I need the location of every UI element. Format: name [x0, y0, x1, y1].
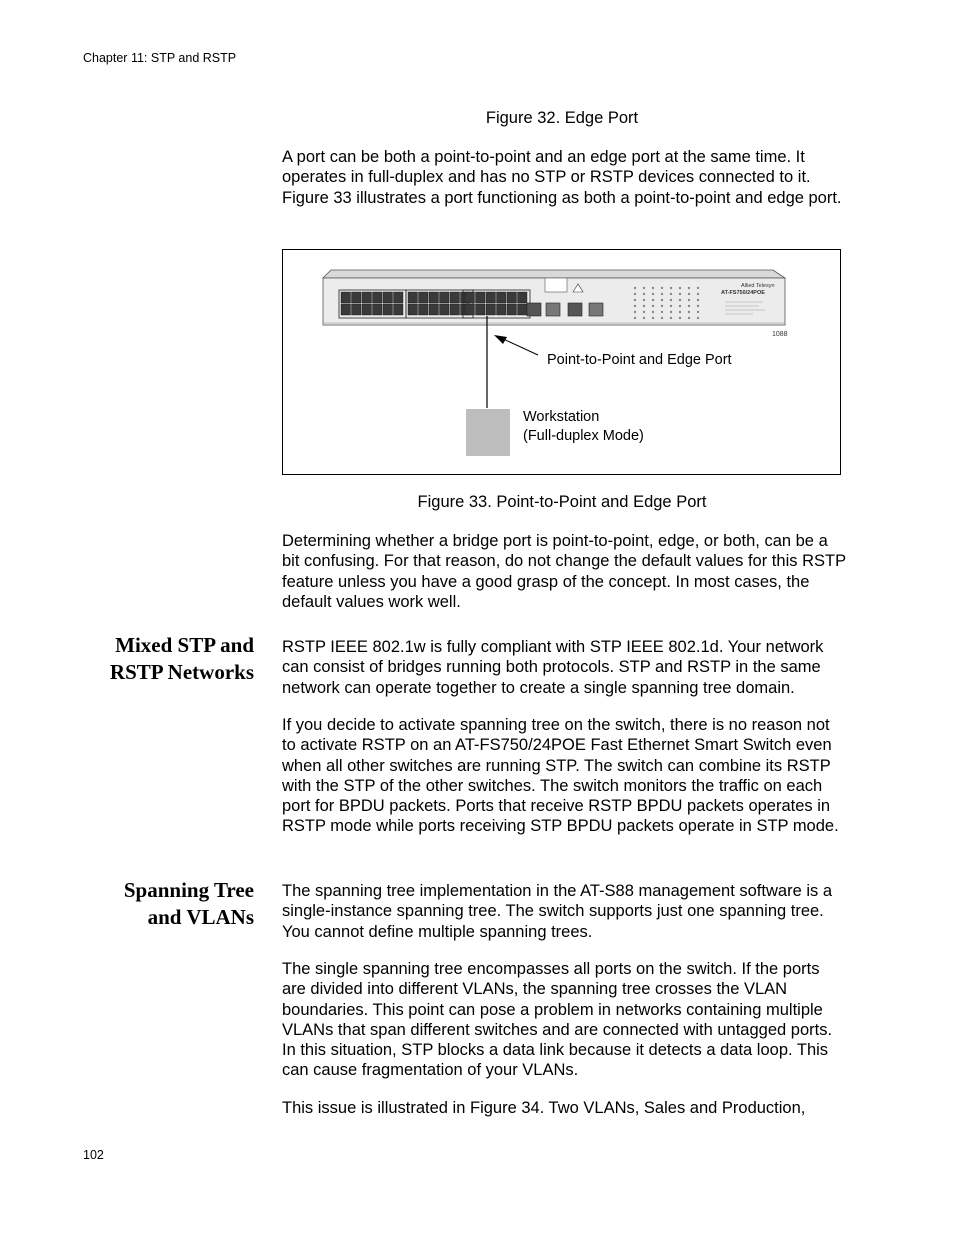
status-led-icon — [670, 287, 672, 289]
heading-line: Spanning Tree — [123, 878, 254, 902]
workstation-label: Workstation — [523, 409, 600, 425]
status-led-icon — [634, 299, 636, 301]
determining-paragraph: Determining whether a bridge port is point-to-point, edge, or both, can be a bit confusing. For that reason, do not change the default values for this RSTP feature unless you have a good grasp of the concept. In most cases, the default values work well. — [282, 532, 846, 611]
status-led-icon — [652, 317, 654, 319]
status-led-icon — [670, 293, 672, 295]
status-led-icon — [679, 305, 681, 307]
status-led-icon — [679, 311, 681, 313]
intro-paragraph: A port can be both a point-to-point and an edge port at the same time. It operates in full-duplex and has no STP or RSTP devices connected to it. Figure 33 illustrates a port functioning as both a point-to-point and edge port. — [282, 148, 842, 207]
status-led-icon — [670, 305, 672, 307]
ethernet-port-icon — [408, 292, 418, 303]
ethernet-port-icon — [419, 292, 429, 303]
status-led-icon — [679, 317, 681, 319]
ethernet-port-icon — [352, 304, 362, 315]
ethernet-port-icon — [429, 304, 439, 315]
ethernet-port-icon — [352, 292, 362, 303]
status-led-icon — [670, 299, 672, 301]
ethernet-port-icon — [419, 304, 429, 315]
status-led-icon — [634, 305, 636, 307]
status-led-icon — [688, 299, 690, 301]
status-led-icon — [679, 299, 681, 301]
figure-33 — [282, 249, 841, 475]
status-led-icon — [679, 293, 681, 295]
ethernet-port-icon — [476, 292, 486, 303]
status-led-icon — [688, 305, 690, 307]
status-led-icon — [661, 305, 663, 307]
ethernet-port-icon — [394, 304, 404, 315]
status-led-icon — [670, 317, 672, 319]
status-led-icon — [661, 317, 663, 319]
ethernet-port-icon — [497, 304, 507, 315]
ethernet-port-icon — [450, 292, 460, 303]
status-led-icon — [697, 293, 699, 295]
ethernet-port-icon — [383, 304, 393, 315]
vlans-paragraph-1: The spanning tree implementation in the AT-S88 management software is a single-instance spanning tree. The switch supports just one spanning tree. You cannot define multiple spanning trees. — [282, 882, 833, 941]
status-led-icon — [697, 311, 699, 313]
status-led-icon — [661, 287, 663, 289]
status-led-icon — [643, 299, 645, 301]
status-led-icon — [634, 293, 636, 295]
status-led-icon — [652, 293, 654, 295]
mixed-paragraph-2: If you decide to activate spanning tree on the switch, there is no reason not to activate RSTP on an AT-FS750/24POE Fast Ethernet Smart Switch even when all other switches are running STP. The switch can combine its RSTP with the STP of the other switches. The switch monitors the traffic on each port for BPDU packets. Ports that receive RSTP BPDU packets operates in RSTP mode while ports receiving STP BPDU packets operate in STP mode. — [282, 716, 839, 836]
status-led-icon — [643, 317, 645, 319]
heading-line: and VLANs — [147, 904, 254, 929]
status-led-icon — [688, 311, 690, 313]
arrowhead-icon — [494, 335, 507, 344]
port-label: Point-to-Point and Edge Port — [547, 352, 732, 368]
status-led-icon — [679, 287, 681, 289]
ethernet-port-icon — [486, 304, 496, 315]
status-led-icon — [652, 287, 654, 289]
status-led-icon — [688, 287, 690, 289]
heading-line: Mixed STP and — [115, 633, 254, 657]
ethernet-port-icon — [486, 292, 496, 303]
mixed-paragraph-1: RSTP IEEE 802.1w is fully compliant with STP IEEE 802.1d. Your network can consist of bridges running both protocols. STP and RSTP in the same network can operate together to create a single spanning tree domain. — [282, 638, 824, 697]
ethernet-port-icon — [383, 292, 393, 303]
status-led-icon — [643, 293, 645, 295]
ethernet-port-icon — [440, 292, 450, 303]
status-led-icon — [661, 293, 663, 295]
workstation-icon — [466, 409, 510, 456]
status-led-icon — [697, 287, 699, 289]
status-led-icon — [634, 317, 636, 319]
ethernet-port-icon — [507, 304, 517, 315]
status-led-icon — [670, 311, 672, 313]
ethernet-port-icon — [518, 304, 528, 315]
ethernet-port-icon — [341, 292, 351, 303]
section-heading-vlans — [34, 877, 254, 930]
status-led-icon — [661, 299, 663, 301]
drawing-number: 1088 — [772, 331, 788, 338]
switch-model: AT-FS750/24POE — [721, 290, 765, 296]
figure-32-caption: Figure 32. Edge Port — [485, 109, 639, 127]
switch-brand: Allied Telesyn — [741, 283, 775, 289]
ethernet-port-icon — [373, 292, 383, 303]
status-led-icon — [697, 305, 699, 307]
status-led-icon — [652, 299, 654, 301]
status-led-icon — [697, 317, 699, 319]
figure-33-caption: Figure 33. Point-to-Point and Edge Port — [417, 493, 707, 511]
ethernet-port-icon — [408, 304, 418, 315]
heading-line: RSTP Networks — [109, 659, 254, 684]
status-led-icon — [634, 287, 636, 289]
status-led-icon — [652, 311, 654, 313]
vlans-paragraph-3: This issue is illustrated in Figure 34. Two VLANs, Sales and Production, — [282, 1099, 806, 1117]
status-led-icon — [652, 305, 654, 307]
running-header: Chapter 11: STP and RSTP — [83, 51, 237, 65]
status-led-icon — [643, 311, 645, 313]
ethernet-port-icon — [341, 304, 351, 315]
section-heading-mixed — [34, 632, 254, 685]
status-led-icon — [661, 311, 663, 313]
page-number: 102 — [83, 1148, 104, 1162]
ethernet-port-icon — [497, 292, 507, 303]
vlans-paragraph-2: The single spanning tree encompasses all ports on the switch. If the ports are divided into different VLANs, the spanning tree crosses the VLAN boundaries. This point can pose a problem in networks containing multiple VLANs that span different switches and are connected with untagged ports. In this situation, STP blocks a data link because it detects a data loop. This can cause fragmentation of your VLANs. — [282, 960, 833, 1080]
ethernet-port-icon — [465, 292, 475, 303]
ethernet-port-icon — [362, 304, 372, 315]
status-led-icon — [643, 287, 645, 289]
status-led-icon — [688, 293, 690, 295]
workstation-mode-label: (Full-duplex Mode) — [523, 428, 644, 444]
status-led-icon — [643, 305, 645, 307]
ethernet-port-icon — [440, 304, 450, 315]
ethernet-port-icon — [394, 292, 404, 303]
ethernet-port-icon — [518, 292, 528, 303]
status-led-icon — [634, 311, 636, 313]
ethernet-port-icon — [362, 292, 372, 303]
ethernet-port-icon — [476, 304, 486, 315]
ethernet-port-icon — [450, 304, 460, 315]
status-led-icon — [697, 299, 699, 301]
ethernet-port-icon — [465, 304, 475, 315]
status-led-icon — [688, 317, 690, 319]
ethernet-port-icon — [507, 292, 517, 303]
ethernet-port-icon — [429, 292, 439, 303]
switch-illustration — [323, 270, 785, 325]
ethernet-port-icon — [373, 304, 383, 315]
